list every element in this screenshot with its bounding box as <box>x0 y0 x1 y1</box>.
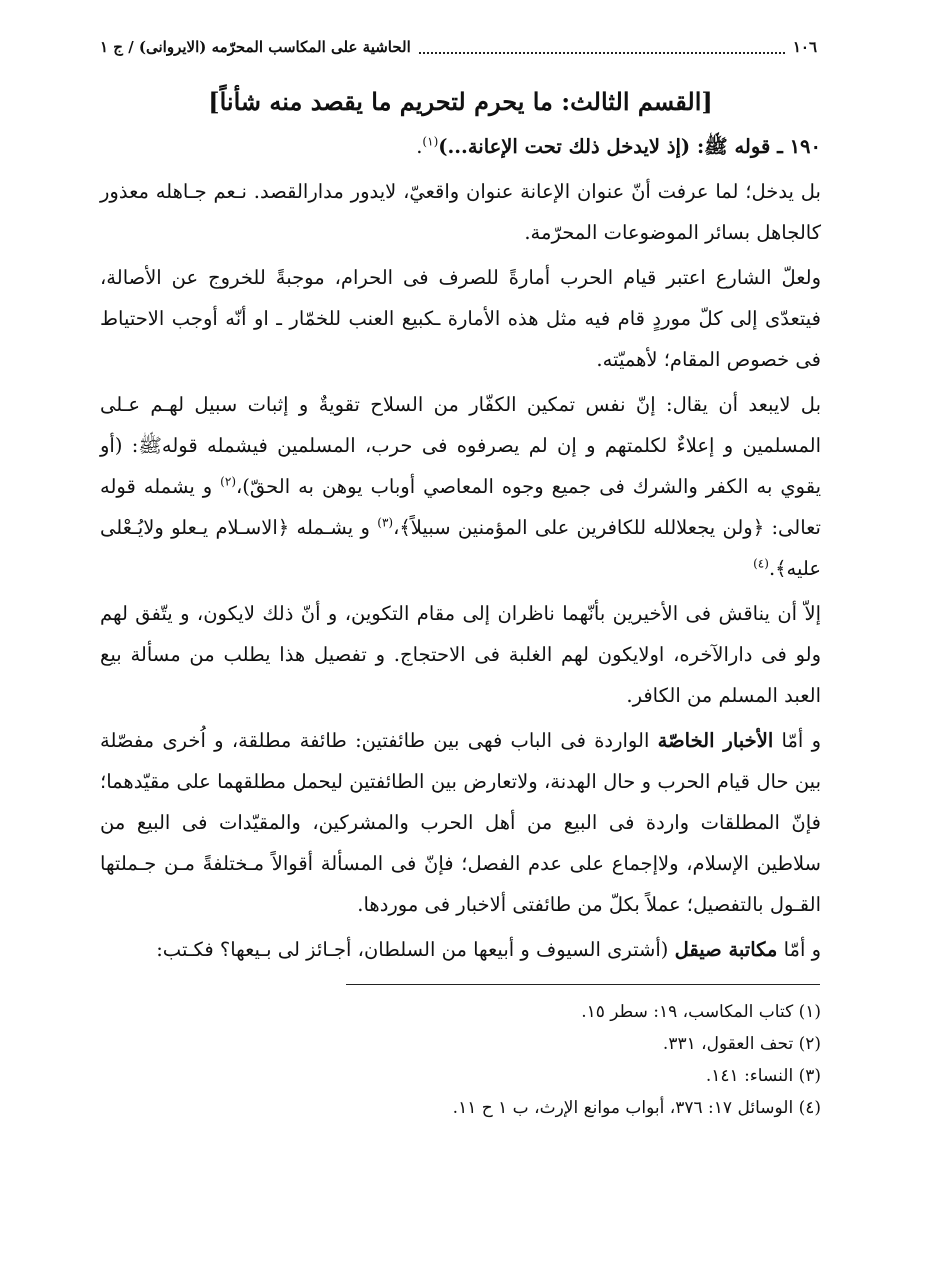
paragraph-with-citations <box>100 384 821 589</box>
footnote-1: (١) كتاب المكاسب، ١٩: سطر ١٥. <box>581 1002 821 1022</box>
paragraph: ولعلّ الشارع اعتبر قيام الحرب أمارةً للصرف فى الحرام، موجبةً للخروج عن الأصالة، فيتعدّى إلى كلّ موردٍ قام فيه مثل هذه الأمارة ـكبيع العنب للخمّار ـ او أنّه أوجب الاحتياط فى خصوص المقام؛ لأهميّته. <box>100 266 821 371</box>
running-title: الحاشية على المكاسب المحرّمه (الايروانى) / ج ١ <box>100 38 411 56</box>
paragraph-lead: و أمّا <box>777 938 821 961</box>
paragraph-text: . <box>416 135 423 158</box>
paragraph-special-reports <box>100 720 821 925</box>
main-text <box>100 80 821 974</box>
header-leader-dots <box>419 40 785 54</box>
paragraph-text: (أشترى السيوف و أبيعها من السلطان، أجـائز لى بـيعها؟ فكـتب: <box>156 938 675 961</box>
footnote-mark-2: (٢) <box>220 474 236 489</box>
footnote-mark-4: (٤) <box>753 556 769 571</box>
bold-term: مكاتبة صيقل <box>674 938 778 961</box>
paragraph: إلاّ أن يناقش فى الأخيرين بأنّهما ناظران إلى مقام التكوين، و أنّ ذلك لايكون، و يتّفق لهم ولو فى دارالآخره، اولايكون لهم الغلبة فى الاحتجاج. و تفصيل هذا يطلب من مسألة بيع العبد المسلم من الكافر. <box>100 602 821 707</box>
footnote-mark-1: (١) <box>422 134 439 149</box>
paragraph-lead: و أمّا <box>773 729 821 752</box>
section-title: [القسم الثالث: ما يحرم لتحريم ما يقصد منه شأناً] <box>208 87 713 116</box>
paragraph-text: و يشـمله ﴿الاسـلام يـعلو ولايُـعْلى عليه﴾. <box>100 516 821 580</box>
footnote-separator <box>346 984 820 985</box>
paragraph-text: و يشمله قوله تعالى: ﴿ولن يجعلالله للكافرين على المؤمنين سبيلاً﴾، <box>100 475 821 539</box>
paragraph: بل يدخل؛ لما عرفت أنّ عنوان الإعانة عنوان واقعيّ، لايدور مدارالقصد. نـعم جـاهله معذور كالجاهل بسائر الموضوعات المحرّمة. <box>100 180 821 244</box>
paragraph-text: بل لايبعد أن يقال: إنّ نفس تمكين الكفّار من السلاح تقويةٌ و إثبات سبيل لهـم عـلى المسلمين و إعلاءٌ لكلمتهم و إن لم يصرفوه فى حرب، المسلمين فيشمله قولهﷺ: (أو يقوي به الكفر والشرك فى جميع وجوه المعاصي أوباب يوهن به الحقّ)، <box>100 393 821 498</box>
paragraph-text: الواردة فى الباب فهى بين طائفتين: طائفة مطلقة، و اُخرى مفصّلة بين حال قيام الحرب و حال الهدنة، ولاتعارض بين الطائفتين ليحمل مطلقهما على مقيّدهما؛ فإنّ المطلقات واردة فى البيع من أهل الحرب والمشركين، والمقيّدات فى البيع من سلاطين الإسلام، ولاإجماع على عدم الفصل؛ فإنّ فى المسألة أقوالاً مـختلفةً مـن جـملتها القـول بالتفصيل؛ عملاً بكلّ من طائفتى ألاخبار فى موردها. <box>100 729 821 916</box>
page-number: ١٠٦ <box>792 38 817 56</box>
footnote-3: (٣) النساء: ١٤١. <box>705 1066 821 1086</box>
running-header <box>100 35 817 59</box>
footnote-2: (٢) تحف العقول، ٣٣١. <box>662 1034 821 1054</box>
footnotes <box>300 996 821 1124</box>
footnote-mark-3: (٣) <box>377 515 394 530</box>
paragraph-saiqal-letter <box>100 929 821 970</box>
paragraph-190 <box>100 126 821 167</box>
bold-term: الأخبار الخاصّة <box>657 729 774 752</box>
footnote-4: (٤) الوسائل ١٧: ٣٧٦، أبواب موانع الإرث، ب ١ ح ١١. <box>452 1098 821 1118</box>
entry-heading: ١٩٠ ـ قوله ﷺ: (إذ لايدخل ذلك تحت الإعانة...) <box>438 135 821 158</box>
